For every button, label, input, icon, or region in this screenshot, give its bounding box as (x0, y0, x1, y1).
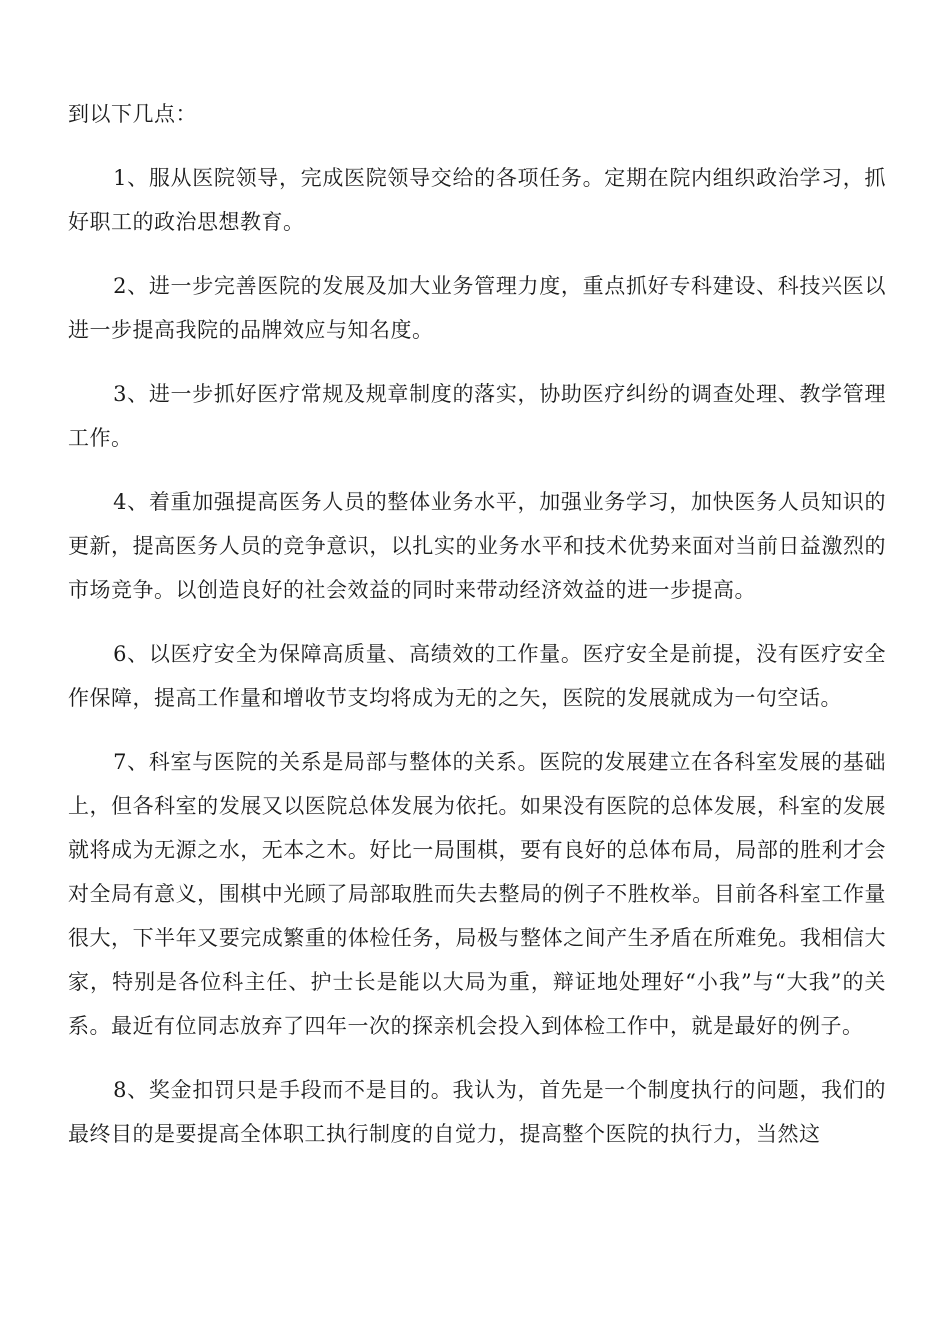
paragraph-item-3: 3、进一步抓好医疗常规及规章制度的落实，协助医疗纠纷的调查处理、教学管理工作。 (68, 382, 886, 450)
document-body (68, 92, 886, 1176)
paragraph-item-4: 4、着重加强提高医务人员的整体业务水平，加强业务学习，加快医务人员知识的更新，提高医务人员的竞争意识，以扎实的业务水平和技术优势来面对当前日益激烈的市场竞争。以创造良好的社会效益的同时来带动经济效益的进一步提高。 (68, 490, 886, 602)
paragraph-item-7: 7、科室与医院的关系是局部与整体的关系。医院的发展建立在各科室发展的基础上，但各科室的发展又以医院总体发展为依托。如果没有医院的总体发展，科室的发展就将成为无源之水，无本之木。好比一局围棋，要有良好的总体布局，局部的胜利才会对全局有意义，围棋中光顾了局部取胜而失去整局的例子不胜枚举。目前各科室工作量很大，下半年又要完成繁重的体检任务，局极与整体之间产生矛盾在所难免。我相信大家，特别是各位科主任、护士长是能以大局为重，辩证地处理好“小我”与“大我”的关系。最近有位同志放弃了四年一次的探亲机会投入到体检工作中，就是最好的例子。 (68, 750, 886, 1038)
paragraph-item-6: 6、以医疗安全为保障高质量、高绩效的工作量。医疗安全是前提，没有医疗安全作保障，提高工作量和增收节支均将成为无的之矢，医院的发展就成为一句空话。 (68, 642, 886, 710)
paragraph-item-1: 1、服从医院领导，完成医院领导交给的各项任务。定期在院内组织政治学习，抓好职工的政治思想教育。 (68, 166, 886, 234)
paragraph-intro: 到以下几点： (68, 102, 197, 126)
paragraph-item-8: 8、奖金扣罚只是手段而不是目的。我认为，首先是一个制度执行的问题，我们的最终目的是要提高全体职工执行制度的自觉力，提高整个医院的执行力，当然这 (68, 1078, 886, 1146)
paragraph-item-2: 2、进一步完善医院的发展及加大业务管理力度，重点抓好专科建设、科技兴医以进一步提高我院的品牌效应与知名度。 (68, 274, 886, 342)
